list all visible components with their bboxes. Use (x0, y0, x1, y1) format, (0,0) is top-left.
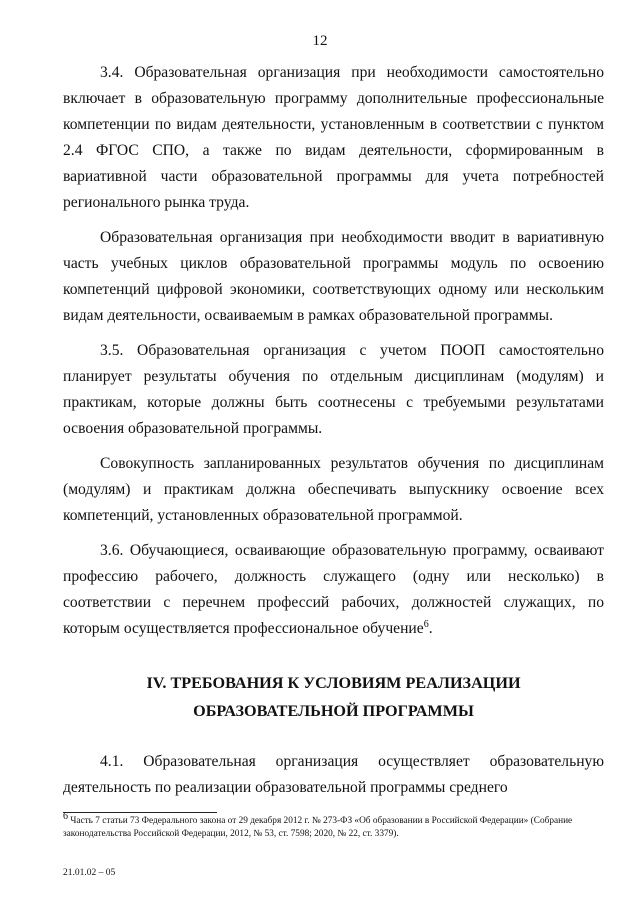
paragraph-3-5: 3.5. Образовательная организация с учетом ПООП самостоятельно планирует результаты обучения по отдельным дисциплинам (модулям) и практикам, которые должны быть соотнесены с требуемыми результатами освоения образовательной программы. (63, 342, 604, 437)
footnote-text: Часть 7 статьи 73 Федерального закона от 29 декабря 2012 г. № 273-ФЗ «Об образовании в Российской Федерации» (Собрание законодательства Российской Федерации, 2012, № 53, ст. 7598; 2020, № 22, ст. 3379). (63, 816, 573, 839)
body-text (63, 60, 604, 801)
paragraph-digital-economy: Образовательная организация при необходимости вводит в вариативную часть учебных циклов образовательной программы модуль по освоению компетенций цифровой экономики, соответствующих одному или нескольким видам деятельности, осваиваемым в рамках образовательной программы. (63, 229, 604, 324)
footnote-divider (63, 812, 217, 813)
paragraph-3-4: 3.4. Образовательная организация при необходимости самостоятельно включает в образовательную программу дополнительные профессиональные компетенции по видам деятельности, установленным в соответствии с пунктом 2.4 ФГОС СПО, а также по видам деятельности, сформированным в вариативной части образовательной программы для учета потребностей регионального рынка труда. (63, 64, 604, 211)
paragraph-3-6: 3.6. Обучающиеся, осваивающие образовательную программу, осваивают профессию рабочего, должность служащего (одну или несколько) в соответствии с перечнем профессий рабочих, должностей служащих, по которым осуществляется профессиональное обучение$^6$. (63, 542, 604, 637)
footnote-reference[interactable]: 6 (423, 618, 429, 630)
footnote-marker: 6 (63, 810, 68, 822)
page-number: 12 (312, 33, 328, 49)
paragraph-3-6-text: 3.6. Обучающиеся, осваивающие образовательную программу, осваивают профессию рабочего, должность служащего (одну или несколько) в соответствии с перечнем профессий рабочих, должностей служащих, по которым осуществляется профессиональное обучение (63, 542, 604, 637)
paragraph-4-1: 4.1. Образовательная организация осуществляет образовательную деятельность по реализации образовательной программы среднего (63, 753, 604, 796)
section-heading: IV. ТРЕБОВАНИЯ К УСЛОВИЯМ РЕАЛИЗАЦИИ ОБРАЗОВАТЕЛЬНОЙ ПРОГРАММЫ (146, 674, 521, 720)
footnote (63, 810, 608, 841)
document-code: 21.01.02 – 05 (63, 868, 116, 878)
paragraph-competencies: Совокупность запланированных результатов обучения по дисциплинам (модулям) и практикам должна обеспечивать выпускнику освоение всех компетенций, установленных образовательной программой. (63, 455, 604, 524)
